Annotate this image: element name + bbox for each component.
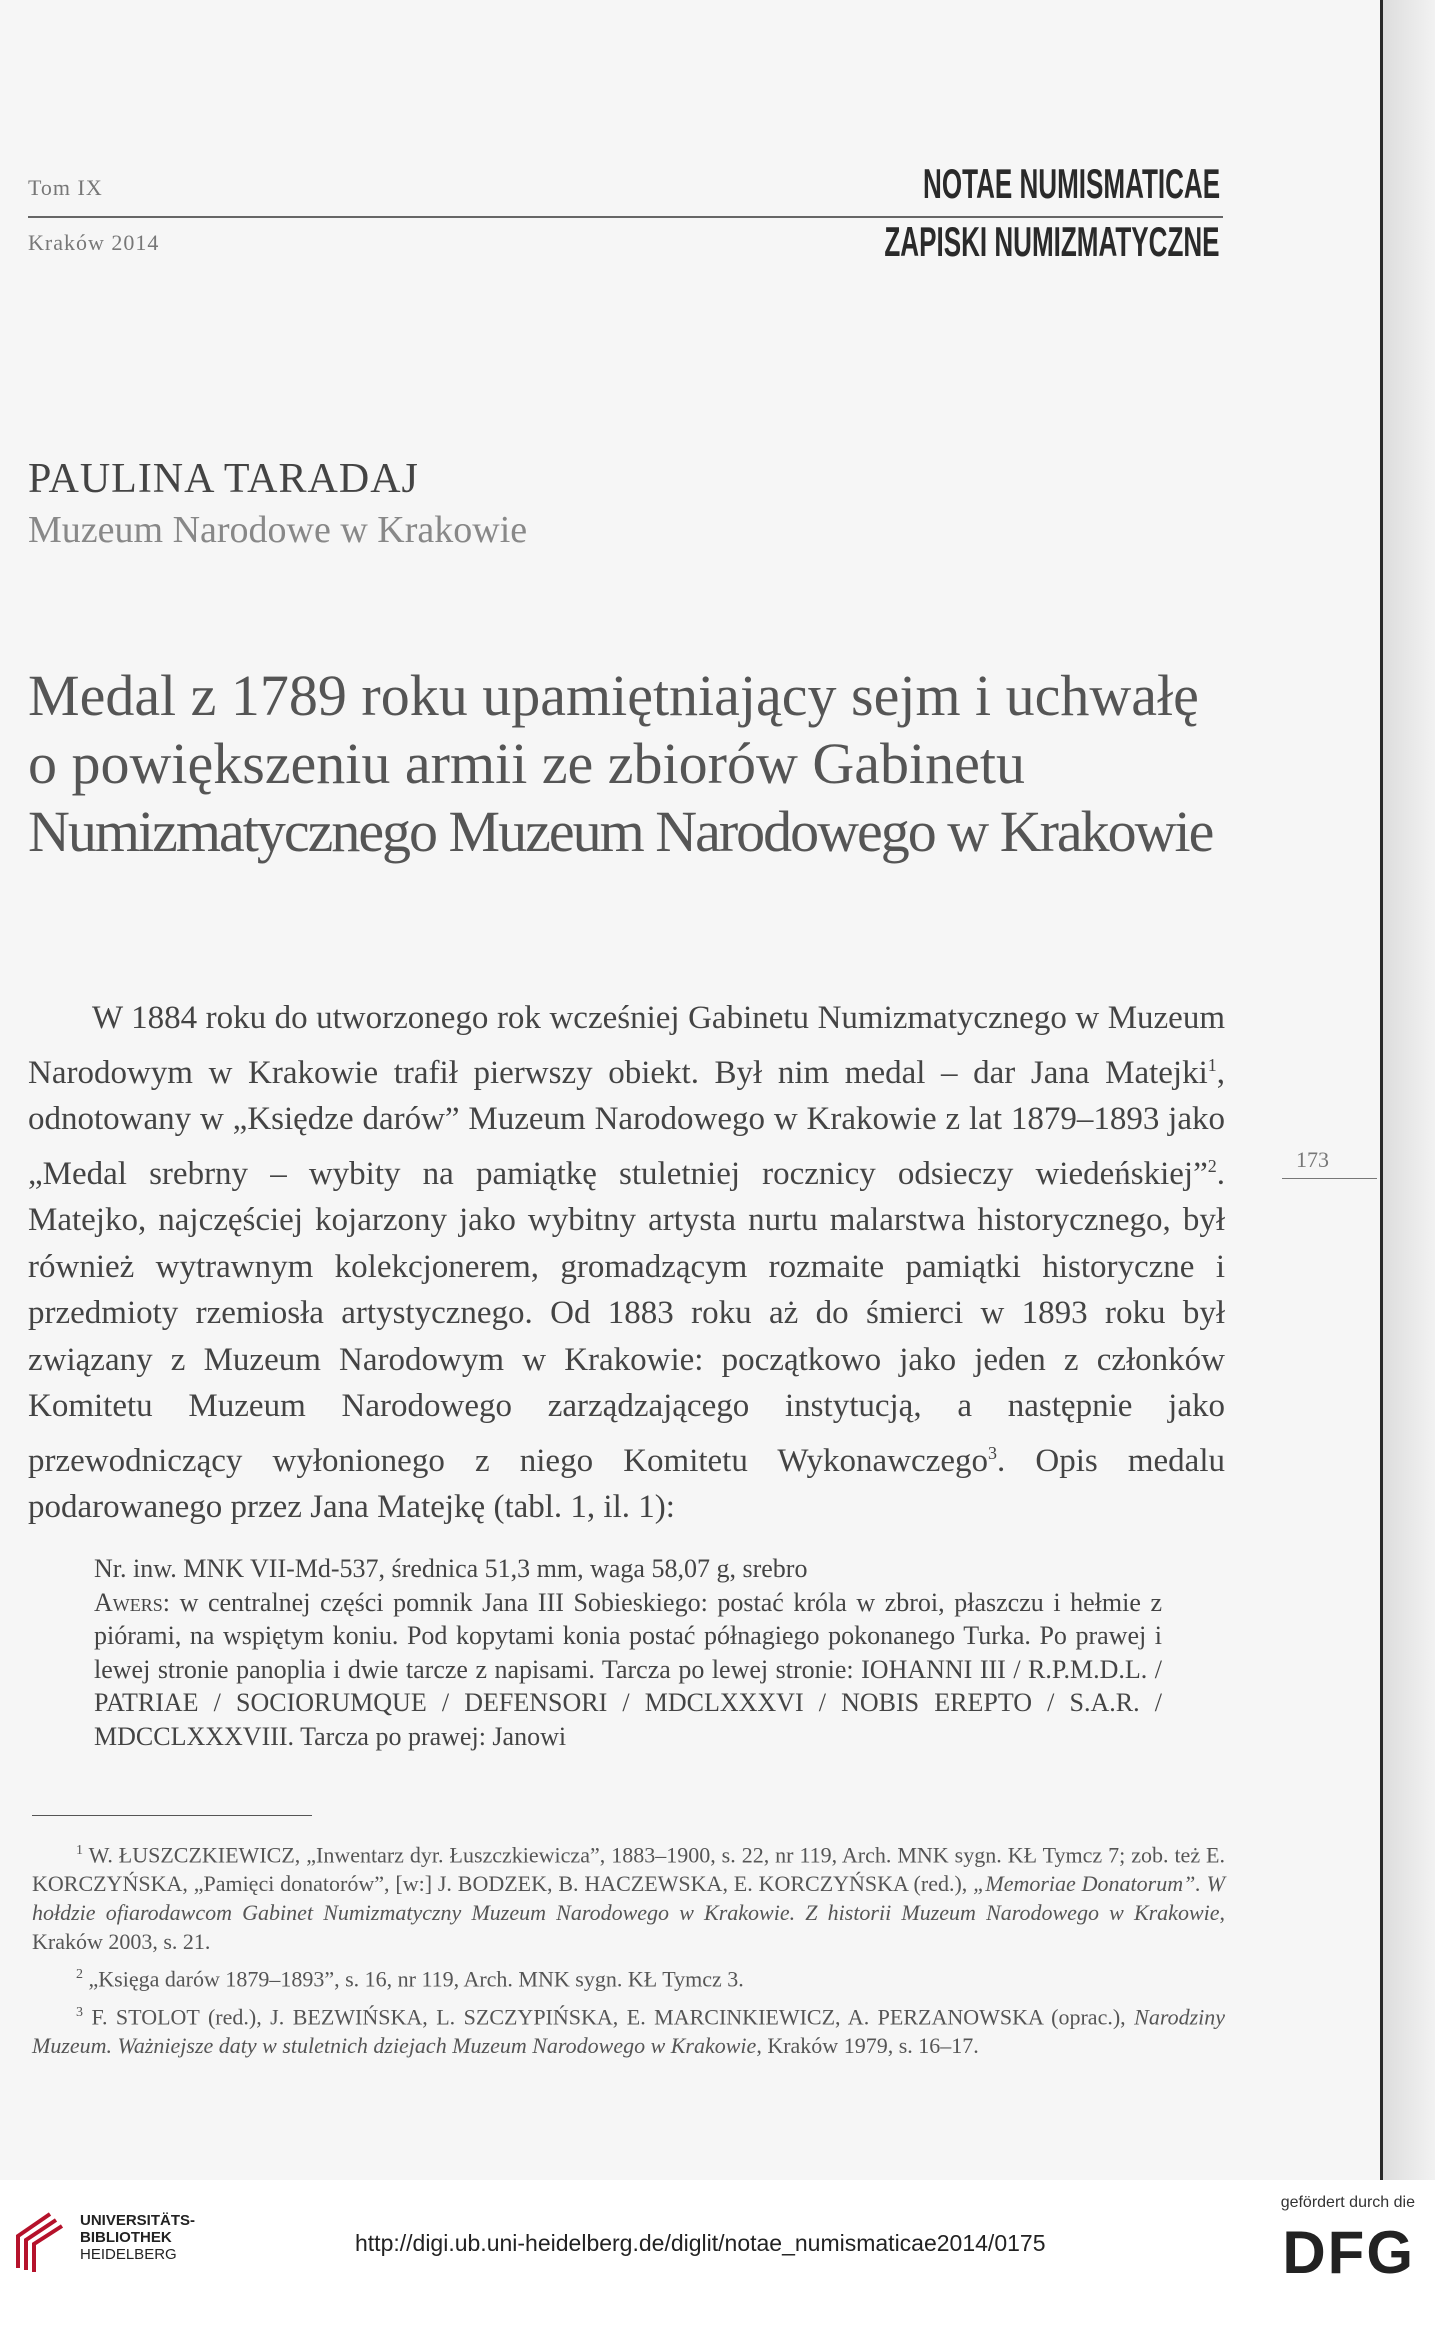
university-library-logo-icon [10,2208,70,2276]
footnote-ref[interactable]: 1 [1207,1054,1217,1075]
body-text-segment: . Opis medalu podarowanego przez Jana Matejkę (tabl. 1, il. 1): [28,1442,1225,1525]
title-line: o powiększeniu armii ze zbiorów Gabinetu [28,731,1025,796]
title-line: Medal z 1789 roku upamiętniający sejm i uchwałę [28,663,1199,728]
footnote-text: F. STOLOT (red.), J. BEZWIŃSKA, L. SZCZYPIŃSKA, E. MARCINKIEWICZ, A. PERZANOWSKA (oprac.), [91,2003,1126,2029]
author-name: PAULINA TARADAJ [28,456,419,502]
funding-label: gefördert durch die [1280,2194,1415,2211]
footnote-ref[interactable]: 2 [1207,1155,1217,1176]
footnote-text: W. ŁUSZCZKIEWICZ, „Inwentarz dyr. Łuszczkiewicza”, 1883–1900, s. 22, nr 119, Arch. MNK sygn. KŁ Tymcz 7; zob. też E. KORCZYŃSKA, „Pamięci donatorów”, [w:] J. BODZEK, B. HACZEWSKA, E. KORCZYŃSKA (red.), [32,1842,1225,1897]
inventory-line: Nr. inw. MNK VII-Md-537, średnica 51,3 mm, waga 58,07 g, srebro [94,1554,808,1583]
library-name-line: BIBLIOTHEK [80,2229,172,2246]
page-number: 173 [1296,1147,1329,1172]
author-affiliation: Muzeum Narodowe w Krakowie [28,509,528,551]
footnote-item [32,1836,1225,1956]
medal-description [94,1552,1162,1753]
dfg-logo: DFG [1282,2219,1415,2286]
university-library-name [80,2212,195,2263]
footnotes [32,1836,1225,2064]
permalink-url[interactable]: http://digi.ub.uni-heidelberg.de/diglit/notae_numismaticae2014/0175 [355,2230,1046,2256]
obverse-label: Awers: [94,1587,171,1617]
footnote-rule [32,1815,312,1816]
title-line: Numizmatycznego Muzeum Narodowego w Krakowie [28,799,1213,864]
page-edge [1383,0,1435,2327]
obverse-description [94,1586,1162,1754]
article-title [28,662,1228,866]
footnote-text: „Księga darów 1879–1893”, s. 16, nr 119, Arch. MNK sygn. KŁ Tymcz 3. [88,1966,744,1992]
library-name-line: HEIDELBERG [80,2246,177,2263]
page-number-rule [1282,1178,1377,1179]
body-text-segment: , odnotowany w „Księdze darów” Muzeum Narodowego w Krakowie z lat 1879–1893 jako „Medal srebrny – wybity na pamiątkę stuletniej rocznicy odsieczy wiedeńskiej” [28,1054,1225,1192]
footnote-item [32,1998,1225,2060]
body-text-segment: W 1884 roku do utworzonego rok wcześniej Gabinetu Numizmatycznego w Muzeum Narodowym w Krakowie trafił pierwszy obiekt. Był nim medal – dar Jana Matejki [28,1000,1225,1091]
obverse-text: w centralnej części pomnik Jana III Sobieskiego: postać króla w zbroi, płaszczu i hełmie z piórami, na wspiętym koniu. Pod kopytami konia postać półnagiego pokonanego Turka. Po prawej i lewej stronie panoplia i dwie tarcze z napisami. Tarcza po lewej stronie: IOHANNI III / R.P.M.D.L. / PATRIAE / SOCIORUMQUE / DEFENSORI / MDCLXXXVI / NOBIS EREPTO / S.A.R. / MDCCLXXXVIII. Tarcza po prawej: Janowi [94,1587,1162,1751]
article-body [28,995,1225,1531]
body-paragraph [28,995,1225,1531]
footnote-italic: Narodziny Muzeum. Ważniejsze daty w stuletnich dziejach Muzeum Narodowego w Krakowie [32,2003,1226,2058]
footnote-text: , Kraków 2003, s. 21. [32,1900,1225,1955]
footnote-item [32,1960,1225,1993]
header-rule [28,216,1223,218]
volume-label: Tom IX [28,175,103,200]
journal-title-polish: ZAPISKI NUMIZMATYCZNE [884,218,1220,265]
footnote-number: 3 [76,2004,83,2020]
footnote-ref[interactable]: 3 [987,1442,997,1463]
footnote-number: 1 [76,1843,83,1858]
place-year-label: Kraków 2014 [28,230,160,255]
journal-title-latin: NOTAE NUMISMATICAE [922,160,1220,207]
library-name-line: UNIVERSITÄTS- [80,2212,196,2229]
footnote-text: , Kraków 1979, s. 16–17. [756,2032,979,2058]
footnote-number: 2 [76,1967,83,1983]
footnote-italic: „Memoriae Donatorum”. W hołdzie ofiarodawcom Gabinet Numizmatyczny Muzeum Narodowego w Krakowie. Z historii Muzeum Narodowego w Krakowie [32,1871,1225,1926]
body-text-segment: . Matejko, najczęściej kojarzony jako wybitny artysta nurtu malarstwa historycznego, był również wytrawnym kolekcjonerem, gromadzącym rozmaite pamiątki historyczne i przedmioty rzemiosła artystycznego. Od 1883 roku aż do śmierci w 1893 roku był związany z Muzeum Narodowym w Krakowie: początkowo jako jeden z członków Komitetu Muzeum Narodowego zarządzającego instytucją, a następnie jako przewodniczący wyłonionego z niego Komitetu Wykonawczego [28,1155,1225,1479]
viewer-footer [0,2180,1435,2327]
